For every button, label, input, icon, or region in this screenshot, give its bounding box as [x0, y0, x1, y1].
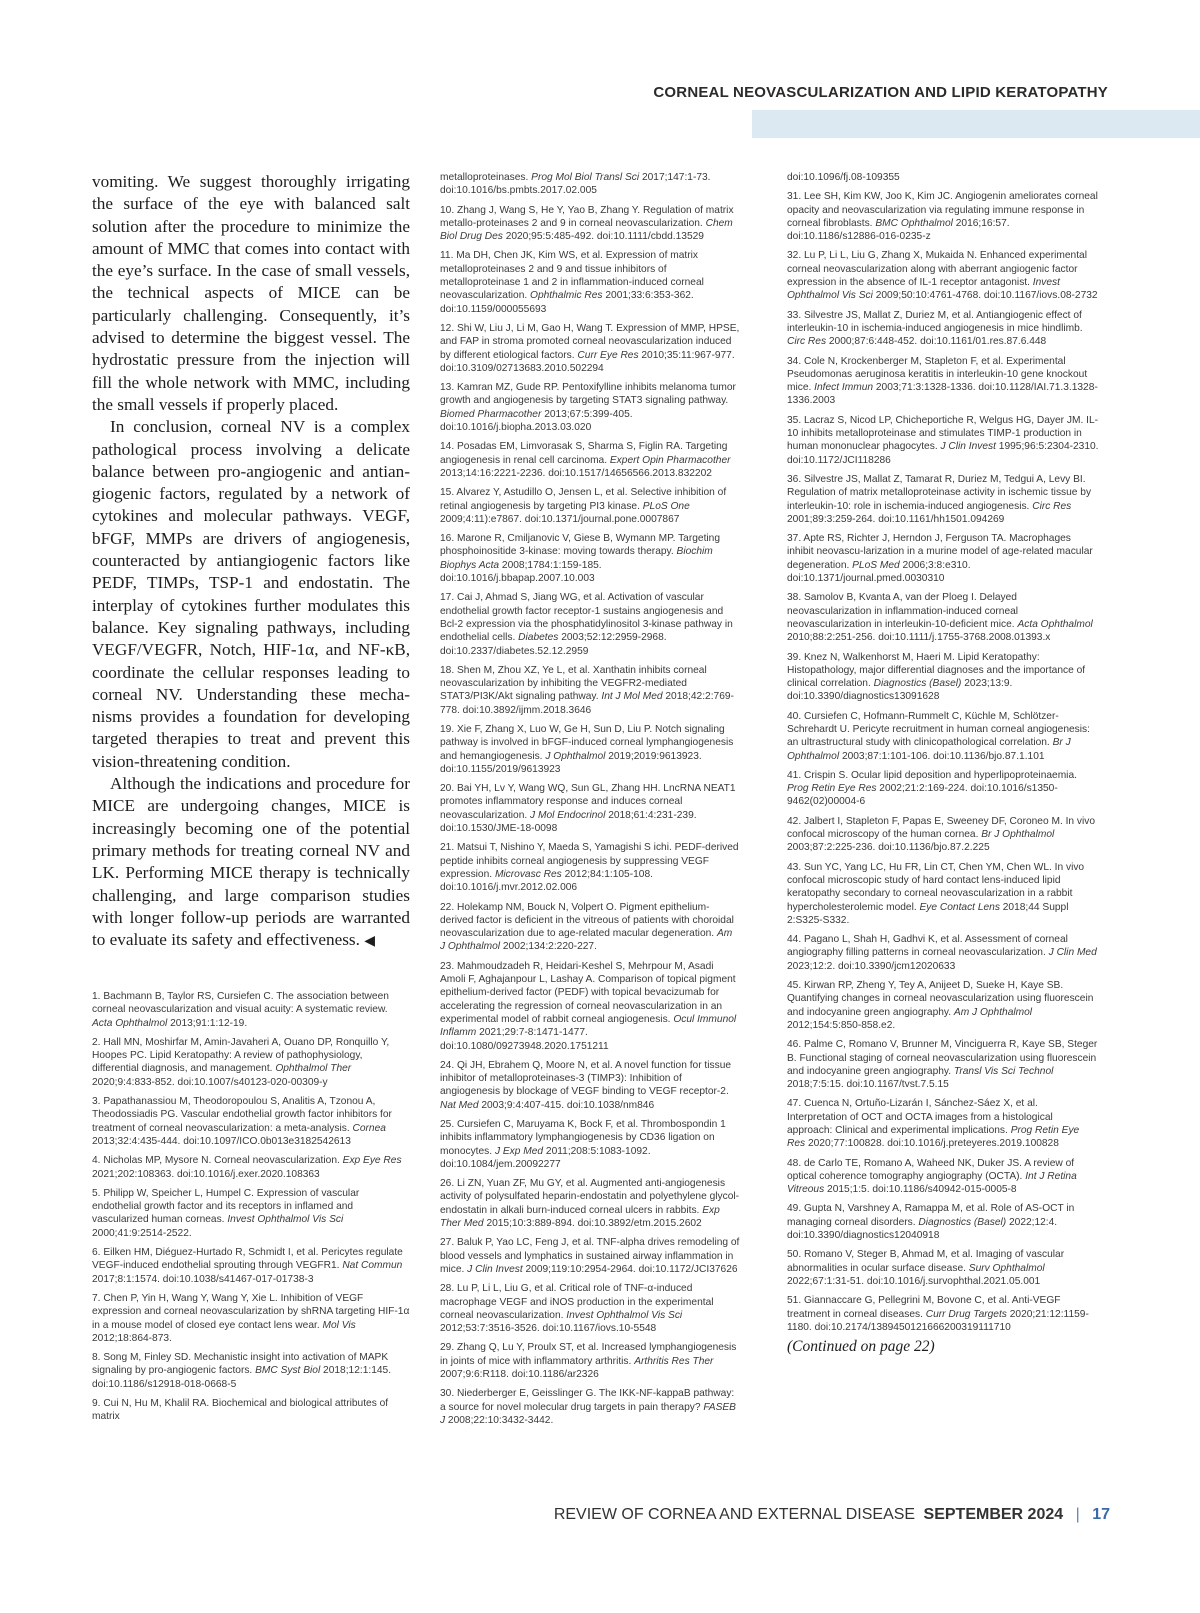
reference-entry [787, 355, 1099, 408]
publication-name: REVIEW OF CORNEA AND EXTERNAL DISEASE [553, 1506, 916, 1523]
reference-text: 19. Xie F, Zhang X, Luo W, Ge H, Sun D, Liu P. Notch signaling pathway is involved in bFGF-induced corneal lymphangiogenesis and hemangiogenesis. [440, 723, 734, 762]
reference-journal: Prog Retin Eye Res [787, 783, 877, 795]
footer-separator: | [1075, 1506, 1080, 1523]
article-body-column [92, 171, 410, 953]
references-column-2 [440, 171, 740, 1433]
reference-text: 13. Kamran MZ, Gude RP. Pentoxifylline inhibits melanoma tumor growth and angiogenesis by targeting STAT3 signaling pathway. [440, 382, 736, 407]
reference-text: 50. Romano V, Steger B, Ahmad M, et al. Imaging of vascular abnormalities in ocular surface disease. [787, 1249, 1065, 1274]
reference-citation: 2023;12:2. doi:10.3390/jcm12020633 [787, 960, 956, 972]
reference-text: 23. Mahmoudzadeh R, Heidari-Keshel S, Mehrpour M, Asadi Amoli F, Aghajanpour L, Lashay A. Comparison of topical pigment epithelium-derived factor (PEDF) with topical bevacizumab for accelerating the regression of corneal neovascularization in an experimental model of rabbit corneal angiogenesis. [440, 960, 736, 1025]
reference-text: 1. Bachmann B, Taylor RS, Cursiefen C. The association between corneal neovascularization and visual acuity: A systematic review. [92, 991, 389, 1016]
reference-text: 26. Li ZN, Yuan ZF, Mu GY, et al. Augmented anti-angiogenesis activity of polysulfated heparin-endostatin and polyethylene glycol-endostatin in alkali burn-induced corneal ulcers in rabbits. [440, 1178, 740, 1216]
reference-journal: PLoS Med [852, 559, 900, 571]
reference-entry [440, 1387, 740, 1427]
reference-text: 34. Cole N, Krockenberger M, Stapleton F, et al. Experimental Pseudomonas aeruginosa keratitis in interleukin-10 gene knockout mice. [787, 355, 1088, 394]
reference-entry [787, 249, 1099, 302]
reference-journal: BMC Syst Biol [255, 1365, 321, 1377]
reference-citation: 2009;119:10:2954-2964. doi:10.1172/JCI37626 [522, 1263, 738, 1275]
reference-journal: J Clin Med [1048, 947, 1097, 959]
reference-citation: 2013;14:16:2221-2236. doi:10.1517/14656566.2013.832202 [440, 467, 712, 479]
reference-journal: Acta Ophthalmol [1017, 618, 1093, 630]
reference-entry [440, 960, 740, 1053]
reference-journal: Biomed Pharmacother [440, 408, 542, 420]
reference-entry [440, 486, 740, 526]
reference-entry [440, 841, 740, 894]
reference-journal: Circ Res [787, 336, 827, 348]
reference-entry [440, 782, 740, 835]
header-accent-bar [752, 110, 1200, 138]
reference-citation: 2012;18:864-873. [92, 1332, 172, 1344]
reference-citation: 2006;3:8:e310. doi:10.1371/journal.pmed.0030310 [787, 559, 971, 585]
reference-citation: 2003;71:3:1328-1336. doi:10.1128/IAI.71.3.1328-1336.2003 [787, 382, 1098, 407]
reference-citation: 2002;134:2:220-227. [500, 941, 597, 953]
reference-journal: J Clin Invest [940, 441, 996, 453]
reference-citation: 2020;21:12:1159-1180. doi:10.2174/1389450121666200319111710 [787, 1308, 1089, 1333]
reference-text: 7. Chen P, Yin H, Wang Y, Wang Y, Xie L. Inhibition of VEGF expression and corneal neovascularization by shRNA targeting HIF-1α in a mouse model of closed eye contact lens wear. [92, 1292, 410, 1331]
reference-journal: J Mol Endocrinol [530, 809, 606, 821]
reference-citation: 2018;42:2:769-778. doi:10.3892/ijmm.2018.3646 [440, 691, 734, 716]
reference-citation: 2009;50:10:4761-4768. doi:10.1167/iovs.08-2732 [872, 290, 1098, 302]
reference-text: 14. Posadas EM, Limvorasak S, Sharma S, Figlin RA. Targeting angiogenesis in renal cell carcinoma. [440, 441, 728, 466]
reference-entry [440, 1059, 740, 1112]
reference-journal: Am J Ophthalmol [953, 1006, 1033, 1018]
reference-entry [787, 591, 1099, 644]
reference-entry [787, 1294, 1099, 1334]
reference-entry [440, 171, 740, 198]
reference-entry [787, 1157, 1099, 1197]
reference-entry [440, 1341, 740, 1381]
reference-journal: Diagnostics (Basel) [918, 1216, 1007, 1228]
reference-entry [787, 1038, 1099, 1091]
reference-entry [787, 1248, 1099, 1288]
reference-text: 25. Cursiefen C, Maruyama K, Bock F, et al. Thrombospondin 1 inhibits inflammatory lymphangiogenesis by CD36 ligation on monocytes. [440, 1119, 726, 1157]
reference-text: 3. Papathanassiou M, Theodoropoulou S, Analitis A, Tzonou A, Theodossiadis PG. Vascular endothelial growth factor inhibitors for treatment of corneal neovascularization: a meta-analysis. [92, 1096, 392, 1134]
reference-text: 2. Hall MN, Moshirfar M, Amin-Javaheri A, Ouano DP, Ronquillo Y, Hoopes PC. Lipid Keratopathy: A review of pathophysiology, differential diagnosis, and management. [92, 1036, 390, 1075]
references-column-1 [92, 990, 410, 1430]
reference-journal: J Ophthalmol [545, 750, 606, 762]
reference-entry [92, 990, 410, 1030]
page-footer [554, 1506, 1110, 1524]
reference-journal: Infect Immun [814, 382, 874, 394]
body-paragraph [92, 773, 410, 953]
reference-entry [92, 1154, 410, 1181]
reference-journal: J Clin Invest [467, 1263, 523, 1275]
reference-citation: 1995;96:5:2304-2310. doi:10.1172/JCI118286 [787, 441, 1099, 466]
reference-journal: Eye Contact Lens [919, 901, 1000, 913]
reference-entry [92, 1246, 410, 1286]
reference-text: 49. Gupta N, Varshney A, Ramappa M, et al. Role of AS-OCT in managing corneal disorders. [787, 1203, 1075, 1228]
reference-entry [440, 1282, 740, 1335]
reference-citation: 2022;67:1:31-51. doi:10.1016/j.survophthal.2021.05.001 [787, 1275, 1041, 1287]
reference-journal: Ophthalmol Ther [275, 1063, 352, 1075]
reference-citation: 2013;67:5:399-405. doi:10.1016/j.biopha.2013.03.020 [440, 408, 633, 434]
reference-text: 39. Knez N, Walkenhorst M, Haeri M. Lipid Keratopathy: Histopathology, major differential diagnoses and the importance of clinical correlation. [787, 651, 1086, 690]
reference-journal: BMC Ophthalmol [875, 217, 953, 229]
reference-citation: 2020;77:100828. doi:10.1016/j.preteyeres.2019.100828 [805, 1138, 1059, 1150]
reference-entry [440, 440, 740, 480]
reference-journal: Prog Mol Biol Transl Sci [531, 172, 640, 183]
reference-text: 9. Cui N, Hu M, Khalil RA. Biochemical and biological attributes of matrix [92, 1398, 389, 1423]
reference-entry [787, 769, 1099, 809]
reference-text: 8. Song M, Finley SD. Mechanistic insight into activation of MAPK signaling by pro-angiogenic factors. [92, 1352, 389, 1377]
running-header-title: CORNEAL NEOVASCULARIZATION AND LIPID KERATOPATHY [653, 84, 1108, 101]
reference-journal: Ophthalmic Res [530, 290, 603, 302]
reference-entry [787, 933, 1099, 973]
reference-text: 40. Cursiefen C, Hofmann-Rummelt C, Küchle M, Schlötzer-Schrehardt U. Pericyte recruitment in human corneal angiogenesis: an ultrastructural study with clinicopathological correlation. [787, 710, 1090, 749]
reference-text: 44. Pagano L, Shah H, Gadhvi K, et al. Assessment of corneal angiography filling patterns in corneal neovascularization. [787, 934, 1068, 959]
reference-entry [440, 204, 740, 244]
reference-citation: 2018;12:1:145. doi:10.1186/s12918-018-0668-5 [92, 1365, 392, 1390]
reference-citation: 2007;9:6:R118. doi:10.1186/ar2326 [440, 1369, 599, 1381]
reference-journal: FASEB J [440, 1401, 736, 1426]
body-paragraph: In conclusion, corneal NV is a complex pathological process involving a delicate balance between pro-angiogenic and antian-giogenic factors, regulated by a network of cytokines and molecular pathways. VEGF, bFGF, MMPs are drivers of angiogenesis, counteracted by antiangiogenic factors like PEDF, TIMPs, TSP-1 and endostatin. The interplay of cytokines further modulates this balance. Key signaling pathways, including VEGF/VEGFR, Notch, HIF-1α, and NF-κB, coordinate the cellular responses leading to corneal NV. Understanding these mecha-nisms provides a foundation for developing targeted therapies to treat and prevent this vision-threatening condition. [92, 417, 410, 771]
reference-text: 36. Silvestre JS, Mallat Z, Tamarat R, Duriez M, Tedgui A, Levy BI. Regulation of matrix metalloproteinase activity in ischemic tissue by interleukin-10: role in ischemia-induced angiogenesis. [787, 473, 1092, 512]
reference-journal: Br J Ophthalmol [787, 737, 1071, 762]
reference-text: 41. Crispin S. Ocular lipid deposition and hyperlipoproteinaemia. [787, 769, 1077, 781]
reference-journal: Invest Ophthalmol Vis Sci [227, 1214, 344, 1226]
reference-journal: Transl Vis Sci Technol [953, 1065, 1054, 1077]
reference-entry [440, 901, 740, 954]
reference-citation: 2008;1784:1:159-185. doi:10.1016/j.bbapap.2007.10.003 [440, 559, 602, 585]
reference-journal: Cornea [352, 1122, 386, 1134]
reference-entry [92, 1095, 410, 1148]
reference-entry [440, 381, 740, 434]
reference-citation: 2002;21:2:169-224. doi:10.1016/s1350-9462(02)00004-6 [787, 783, 1058, 808]
reference-citation: 2017;8:1:1574. doi:10.1038/s41467-017-01738-3 [92, 1273, 314, 1285]
reference-entry [787, 979, 1099, 1032]
reference-entry [787, 532, 1099, 585]
reference-journal: Nat Commun [342, 1260, 403, 1272]
reference-citation: 2021;29:7-8:1471-1477. doi:10.1080/09273948.2020.1751211 [440, 1027, 609, 1052]
reference-entry [787, 861, 1099, 927]
reference-text: 20. Bai YH, Lv Y, Wang WQ, Sun GL, Zhang HH. LncRNA NEAT1 promotes inflammatory response and induces corneal neovascularization. [440, 783, 736, 821]
reference-entry [787, 190, 1099, 243]
reference-text: 16. Marone R, Cmiljanovic V, Giese B, Wymann MP. Targeting phosphoinositide 3-kinase: moving towards therapy. [440, 533, 720, 558]
reference-citation: 2015;10:3:889-894. doi:10.3892/etm.2015.2602 [483, 1218, 702, 1230]
reference-citation: 2020;9:4:833-852. doi:10.1007/s40123-020-00309-y [92, 1076, 328, 1088]
reference-entry [440, 664, 740, 717]
issue-date: SEPTEMBER 2024 [923, 1506, 1064, 1523]
reference-citation: 2013;32:4:435-444. doi:10.1097/ICO.0b013e3182542613 [92, 1135, 351, 1147]
reference-text: 43. Sun YC, Yang LC, Hu FR, Lin CT, Chen YM, Chen WL. In vivo confocal microscopic study of hard contact lens-induced lipid keratopathy secondary to corneal neovascularization in a rabbit hypercholesterolemic model. [787, 861, 1085, 913]
reference-journal: Prog Retin Eye Res [787, 1125, 1080, 1150]
reference-entry [787, 414, 1099, 467]
reference-journal: Int J Mol Med [601, 691, 663, 703]
reference-citation: 2003;87:2:225-236. doi:10.1136/bjo.87.2.225 [787, 842, 990, 854]
reference-entry [440, 591, 740, 657]
reference-citation: 2008;22:10:3432-3442. [445, 1414, 554, 1426]
reference-entry [92, 1292, 410, 1345]
reference-text: 10. Zhang J, Wang S, He Y, Yao B, Zhang Y. Regulation of matrix metallo-proteinases 2 and 9 in corneal neovascularization. [440, 204, 734, 229]
reference-text: 45. Kirwan RP, Zheng Y, Tey A, Anijeet D, Sueke H, Kaye SB. Quantifying changes in corneal neovascularization using fluorescein and indocyanine green angiography. [787, 980, 1094, 1018]
reference-entry [440, 1236, 740, 1276]
reference-citation: 2011;208:5:1083-1092. doi:10.1084/jem.20092277 [440, 1145, 651, 1170]
reference-entry [787, 815, 1099, 855]
reference-text: 27. Baluk P, Yao LC, Feng J, et al. TNF-alpha drives remodeling of blood vessels and lymphatics in sustained airway inflammation in mice. [440, 1237, 740, 1275]
reference-entry [787, 1202, 1099, 1242]
reference-journal: Mol Vis [322, 1319, 356, 1331]
reference-text: 17. Cai J, Ahmad S, Jiang WG, et al. Activation of vascular endothelial growth factor receptor-1 sustains angiogenesis and Bcl-2 expression via the phosphatidylinositol 3-kinase pathway in endothelial cells. [440, 592, 733, 644]
reference-citation: 2012;53:7:3516-3526. doi:10.1167/iovs.10-5548 [440, 1323, 657, 1335]
reference-journal: PLoS One [642, 500, 690, 512]
reference-text: 33. Silvestre JS, Mallat Z, Duriez M, et al. Antiangiogenic effect of interleukin-10 in ischemia-induced angiogenesis in mice hindlimb. [787, 309, 1083, 334]
reference-journal: Biochim Biophys Acta [440, 546, 713, 571]
reference-citation: 2012;84:1:105-108. doi:10.1016/j.mvr.2012.02.006 [440, 868, 653, 894]
reference-text: 28. Lu P, Li L, Liu G, et al. Critical role of TNF-α-induced macrophage VEGF and iNOS production in the experimental corneal neovascularization. [440, 1283, 714, 1321]
reference-journal: Chem Biol Drug Des [440, 217, 733, 243]
reference-entry [440, 322, 740, 375]
reference-journal: Invest Ophthalmol Vis Sci [787, 277, 1060, 302]
reference-citation: 2000;41:9:2514-2522. [92, 1227, 192, 1239]
body-paragraph: vomiting. We suggest thoroughly irrigating the surface of the eye with balanced salt solution after the procedure to minimize the amount of MMC that comes into contact with the eye’s surface. In the case of small vessels, the technical aspects of MICE can be particularly challenging. Consequently, it’s advised to determine the biggest vessel. The hydrostatic pressure from the injection will fill the whole network with MMC, including the small vessels if properly placed. [92, 172, 410, 414]
reference-entry [787, 710, 1099, 763]
reference-citation: 2000;87:6:448-452. doi:10.1161/01.res.87.6.448 [826, 336, 1047, 348]
reference-journal: Nat Med [440, 1099, 479, 1111]
reference-citation: 2017;147:1-73. doi:10.1016/bs.pmbts.2017.02.005 [440, 172, 711, 197]
reference-journal: Invest Ophthalmol Vis Sci [566, 1309, 683, 1321]
reference-text: 12. Shi W, Liu J, Li M, Gao H, Wang T. Expression of MMP, HPSE, and FAP in stroma promoted corneal neovascularization induced by different etiological factors. [440, 322, 740, 361]
reference-entry [440, 1118, 740, 1171]
reference-entry [787, 309, 1099, 349]
reference-text: 37. Apte RS, Richter J, Herndon J, Ferguson TA. Macrophages inhibit neovascu-larization in a murine model of age-related macular degeneration. [787, 533, 1093, 571]
reference-citation: 2013;91:1:12-19. [167, 1017, 248, 1029]
end-of-article-icon: ◀ [364, 934, 375, 950]
reference-citation: 2018;44 Suppl 2:S325-S332. [787, 901, 1069, 926]
reference-journal: Microvasc Res [494, 868, 562, 880]
references-list [787, 171, 1099, 1334]
reference-entry [787, 651, 1099, 704]
reference-entry [92, 1187, 410, 1240]
reference-text: 22. Holekamp NM, Bouck N, Volpert O. Pigment epithelium-derived factor is deficient in the vitreous of patients with choroidal neovascularization due to age-related macular degeneration. [440, 901, 734, 940]
reference-text: 11. Ma DH, Chen JK, Kim WS, et al. Expression of matrix metalloproteinases 2 and 9 and tissue inhibitors of metalloproteinase 1 and 2 in inflammation-induced corneal neovascularization. [440, 250, 704, 302]
references-column-3 [787, 171, 1099, 1356]
reference-text: 32. Lu P, Li L, Liu G, Zhang X, Mukaida N. Enhanced experimental corneal neovascularization along with aberrant angiogenic factor expression in the absence of IL-1 receptor antagonist. [787, 250, 1087, 289]
reference-entry [92, 1036, 410, 1089]
reference-citation: 2018;7:5:15. doi:10.1167/tvst.7.5.15 [787, 1079, 949, 1091]
reference-journal: Expert Opin Pharmacother [609, 454, 731, 466]
reference-journal: Am J Ophthalmol [440, 928, 733, 953]
body-paragraph-text: Although the indications and procedure for MICE are undergoing changes, MICE is increasingly becoming one of the potential primary methods for treating corneal NV and LK. Performing MICE therapy is technically challenging, and large comparison studies with longer follow-up periods are warranted to evaluate its safety and effectiveness. [92, 774, 410, 950]
reference-citation: 2003;9:4:407-415. doi:10.1038/nm846 [478, 1099, 655, 1111]
reference-entry [440, 1177, 740, 1230]
reference-journal: Curr Drug Targets [925, 1308, 1007, 1320]
reference-journal: Surv Ophthalmol [968, 1262, 1045, 1274]
reference-journal: Diabetes [518, 632, 559, 644]
reference-journal: Diagnostics (Basel) [873, 678, 962, 690]
reference-entry [440, 532, 740, 585]
reference-journal: Br J Ophthalmol [981, 829, 1055, 841]
reference-journal: Circ Res [1032, 500, 1072, 512]
reference-journal: Arthritis Res Ther [634, 1355, 714, 1367]
reference-entry [787, 473, 1099, 526]
reference-citation: 2016;16:57. doi:10.1186/s12886-016-0235-z [787, 217, 1010, 243]
reference-text: 18. Shen M, Zhou XZ, Ye L, et al. Xanthatin inhibits corneal neovascularization by inhibiting the VEGFR2-mediated STAT3/PI3K/Akt signaling pathway. [440, 664, 707, 703]
reference-text: metalloproteinases. [440, 172, 532, 183]
reference-citation: 2009;4:11):e7867. doi:10.1371/journal.pone.0007867 [440, 513, 680, 525]
page-number: 17 [1092, 1506, 1110, 1523]
reference-citation: 2010;35:11:967-977. doi:10.3109/02713683.2010.502294 [440, 349, 735, 374]
reference-entry [92, 1397, 410, 1424]
reference-text: 15. Alvarez Y, Astudillo O, Jensen L, et al. Selective inhibition of retinal angiogenesis by targeting PI3 kinase. [440, 487, 727, 512]
reference-text: 47. Cuenca N, Ortuño-Lizarán I, Sánchez-Sáez X, et al. Interpretation of OCT and OCTA images from a histological approach: Clinical and experimental implications. [787, 1098, 1053, 1136]
reference-citation: 2023;13:9. doi:10.3390/diagnostics13091628 [787, 678, 1013, 703]
reference-text: 21. Matsui T, Nishino Y, Maeda S, Yamagishi S ichi. PEDF-derived peptide inhibits corneal angiogenesis by suppressing VEGF expression. [440, 842, 739, 880]
reference-text: 38. Samolov B, Kvanta A, van der Ploeg I. Delayed neovascularization in inflammation-induced corneal neovascularization in interleukin-10-deficient mice. [787, 592, 1019, 630]
reference-text: 29. Zhang Q, Lu Y, Proulx ST, et al. Increased lymphangiogenesis in joints of mice with inflammatory arthritis. [440, 1342, 737, 1367]
reference-journal: Curr Eye Res [577, 349, 639, 361]
reference-citation: 2003;52:12:2959-2968. doi:10.2337/diabetes.52.12.2959 [440, 632, 667, 657]
reference-text: 35. Lacraz S, Nicod LP, Chicheportiche R, Welgus HG, Dayer JM. IL-10 inhibits metalloproteinase and stimulates TIMP-1 production in human mononuclear phagocytes. [787, 414, 1099, 453]
reference-citation: 2022;12:4. doi:10.3390/diagnostics12040918 [787, 1216, 1058, 1242]
reference-entry [440, 723, 740, 776]
reference-citation: 2020;95:5:485-492. doi:10.1111/cbdd.13529 [502, 231, 704, 243]
reference-journal: Acta Ophthalmol [92, 1017, 168, 1029]
reference-text: 42. Jalbert I, Stapleton F, Papas E, Sweeney DF, Coroneo M. In vivo confocal microscopy of the human cornea. [787, 815, 1096, 841]
reference-text: 4. Nicholas MP, Mysore N. Corneal neovascularization. [92, 1155, 343, 1167]
reference-entry [92, 1351, 410, 1391]
reference-journal: Ocul Immunol Inflamm [440, 1013, 737, 1039]
reference-text: doi:10.1096/fj.08-109355 [787, 172, 900, 183]
reference-journal: Int J Retina Vitreous [787, 1170, 1077, 1196]
reference-citation: 2003;87:1:101-106. doi:10.1136/bjo.87.1.101 [839, 750, 1045, 762]
reference-citation: 2015;1:5. doi:10.1186/s40942-015-0005-8 [824, 1184, 1017, 1196]
reference-text: 24. Qi JH, Ebrahem Q, Moore N, et al. A novel function for tissue inhibitor of metalloproteinases-3 (TIMP3): Inhibition of angiogenesis by blockage of VEGF binding to VEGF receptor-2. [440, 1059, 732, 1098]
reference-entry [440, 249, 740, 315]
reference-citation: 2001;33:6:353-362. doi:10.1159/000055693 [440, 290, 694, 315]
reference-citation: 2021;202:108363. doi:10.1016/j.exer.2020.108363 [92, 1168, 320, 1180]
reference-citation: 2012;154:5:850-858.e2. [787, 1019, 896, 1031]
reference-text: 31. Lee SH, Kim KW, Joo K, Kim JC. Angiogenin ameliorates corneal opacity and neovascularization via regulating immune response in corneal fibroblasts. [787, 191, 1098, 229]
reference-journal: Exp Eye Res [342, 1155, 402, 1167]
reference-text: 51. Giannaccare G, Pellegrini M, Bovone C, et al. Anti-VEGF treatment in corneal diseases. [787, 1295, 1061, 1320]
reference-text: 30. Niederberger E, Geisslinger G. The IKK-NF-kappaB pathway: a source for novel molecular drug targets in pain therapy? [440, 1388, 735, 1413]
reference-entry [787, 1097, 1099, 1150]
continued-note: (Continued on page 22) [787, 1338, 935, 1356]
reference-citation: 2001;89:3:259-264. doi:10.1161/hh1501.094269 [787, 513, 1005, 525]
reference-text: 48. de Carlo TE, Romano A, Waheed NK, Duker JS. A review of optical coherence tomography angiography (OCTA). [787, 1157, 1075, 1182]
reference-entry [787, 171, 1099, 184]
reference-citation: 2018;61:4:231-239. doi:10.1530/JME-18-0098 [440, 809, 697, 835]
reference-text: 46. Palme C, Romano V, Brunner M, Vinciguerra R, Kaye SB, Steger B. Functional staging of corneal neovascularization using fluorescein and indocyanine green angiography. [787, 1039, 1098, 1077]
reference-journal: J Exp Med [494, 1145, 544, 1157]
reference-journal: Exp Ther Med [440, 1204, 720, 1230]
reference-citation: 2010;88:2:251-256. doi:10.1111/j.1755-3768.2008.01393.x [787, 632, 1051, 644]
reference-text: 6. Eilken HM, Diéguez-Hurtado R, Schmidt I, et al. Pericytes regulate VEGF-induced endothelial sprouting through VEGFR1. [92, 1247, 403, 1272]
reference-citation: 2019;2019:9613923. doi:10.1155/2019/9613923 [440, 750, 702, 775]
reference-text: 5. Philipp W, Speicher L, Humpel C. Expression of vascular endothelial growth factor and its receptors in inflamed and vascularized human corneas. [92, 1187, 360, 1226]
